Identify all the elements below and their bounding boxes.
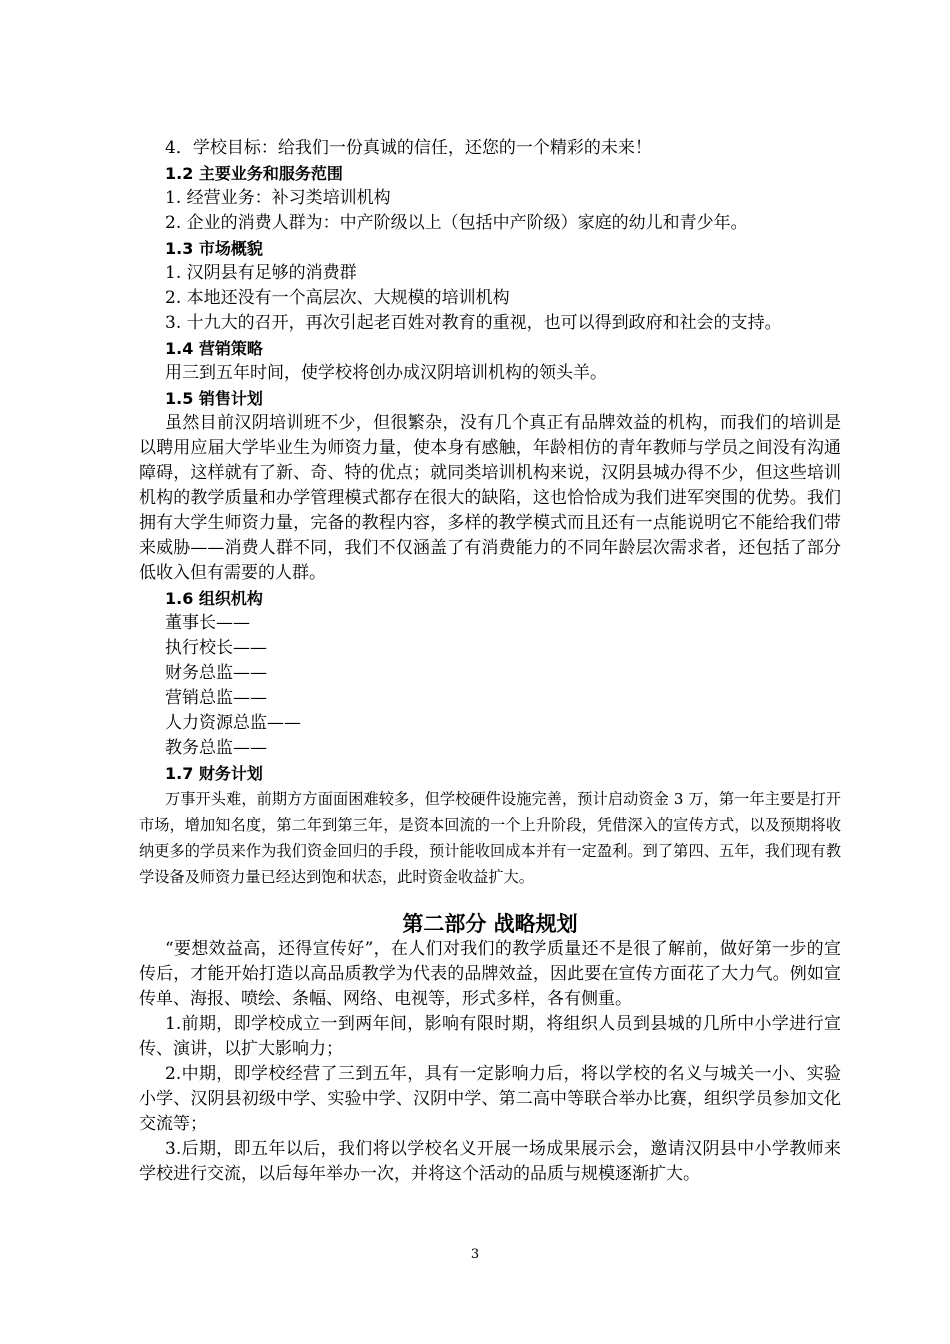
phase-3-paragraph: 3.后期，即五年以后，我们将以学校名义开展一场成果展示会，邀请汉阴县中小学教师来学校进行交流，以后每年举办一次，并将这个活动的品质与规模逐渐扩大。 xyxy=(139,1139,841,1184)
phase-2-paragraph: 2.中期，即学校经营了三到五年，具有一定影响力后，将以学校的名义与城关一小、实验小学、汉阴县初级中学、实验中学、汉阴中学、第二高中等联合举办比赛，组织学员参加文化交流等； xyxy=(139,1064,841,1134)
org-item: 营销总监—— xyxy=(165,688,267,708)
heading-1-4: 1.4 营销策略 xyxy=(165,339,263,358)
sales-plan-paragraph: 虽然目前汉阴培训班不少，但很繁杂，没有几个真正有品牌效益的机构，而我们的培训是以聘用应届大学毕业生为师资力量，使本身有感触，年龄相仿的青年教师与学员之间没有沟通障碍，这样就有了新、奇、特的优点；就同类培训机构来说，汉阴县城办得不少，但这些培训机构的教学质量和办学管理模式都存在很大的缺陷，这也恰恰成为我们进军突围的优势。我们拥有大学生师资力量，完备的教程内容，多样的教学模式而且还有一点能说明它不能给我们带来威胁——消费人群不同，我们不仅涵盖了有消费能力的不同年龄层次需求者，还包括了部分低收入但有需要的人群。 xyxy=(139,413,841,583)
page-content xyxy=(139,136,841,1187)
market-item-3: 3. 十九大的召开，再次引起老百姓对教育的重视，也可以得到政府和社会的支持。 xyxy=(165,313,782,333)
heading-1-7: 1.7 财务计划 xyxy=(165,764,263,783)
business-item-2: 2. 企业的消费人群为：中产阶级以上（包括中产阶级）家庭的幼儿和青少年。 xyxy=(165,213,748,233)
marketing-strategy-text: 用三到五年时间，使学校将创办成汉阴培训机构的领头羊。 xyxy=(165,363,607,383)
phase-1-paragraph: 1.前期，即学校成立一到两年间，影响有限时期，将组织人员到县城的几所中小学进行宣传、演讲，以扩大影响力； xyxy=(139,1014,841,1059)
part-two-intro: “要想效益高，还得宣传好”，在人们对我们的教学质量还不是很了解前，做好第一步的宣传后，才能开始打造以高品质教学为代表的品牌效益，因此要在宣传方面花了大力气。例如宣传单、海报、喷绘、条幅、网络、电视等，形式多样，各有侧重。 xyxy=(139,939,841,1009)
page-number: 3 xyxy=(470,1247,480,1262)
market-item-2: 2. 本地还没有一个高层次、大规模的培训机构 xyxy=(165,288,510,308)
org-item: 财务总监—— xyxy=(165,663,267,683)
heading-1-2: 1.2 主要业务和服务范围 xyxy=(165,164,343,183)
org-item: 教务总监—— xyxy=(165,738,267,758)
heading-1-5: 1.5 销售计划 xyxy=(165,389,263,408)
part-two-title: 第二部分 战略规划 xyxy=(402,911,578,936)
finance-plan-paragraph: 万事开头难，前期方方面面困难较多，但学校硬件设施完善，预计启动资金 3 万，第一年主要是打开市场，增加知名度，第二年到第三年，是资本回流的一个上升阶段，凭借深入的宣传方式，以及预期将收纳更多的学员来作为我们资金回归的手段，预计能收回成本并有一定盈利。到了第四、五年，我们现有教学设备及师资力量已经达到饱和状态，此时资金收益扩大。 xyxy=(139,790,841,886)
heading-1-3: 1.3 市场概貌 xyxy=(165,239,263,258)
org-item: 执行校长—— xyxy=(165,638,267,658)
school-goal: 4．学校目标：给我们一份真诚的信任，还您的一个精彩的未来！ xyxy=(165,138,652,158)
heading-1-6: 1.6 组织机构 xyxy=(165,589,263,608)
org-item: 人力资源总监—— xyxy=(165,713,301,733)
org-item: 董事长—— xyxy=(165,613,250,633)
business-item-1: 1. 经营业务：补习类培训机构 xyxy=(165,188,391,208)
market-item-1: 1. 汉阴县有足够的消费群 xyxy=(165,263,357,283)
